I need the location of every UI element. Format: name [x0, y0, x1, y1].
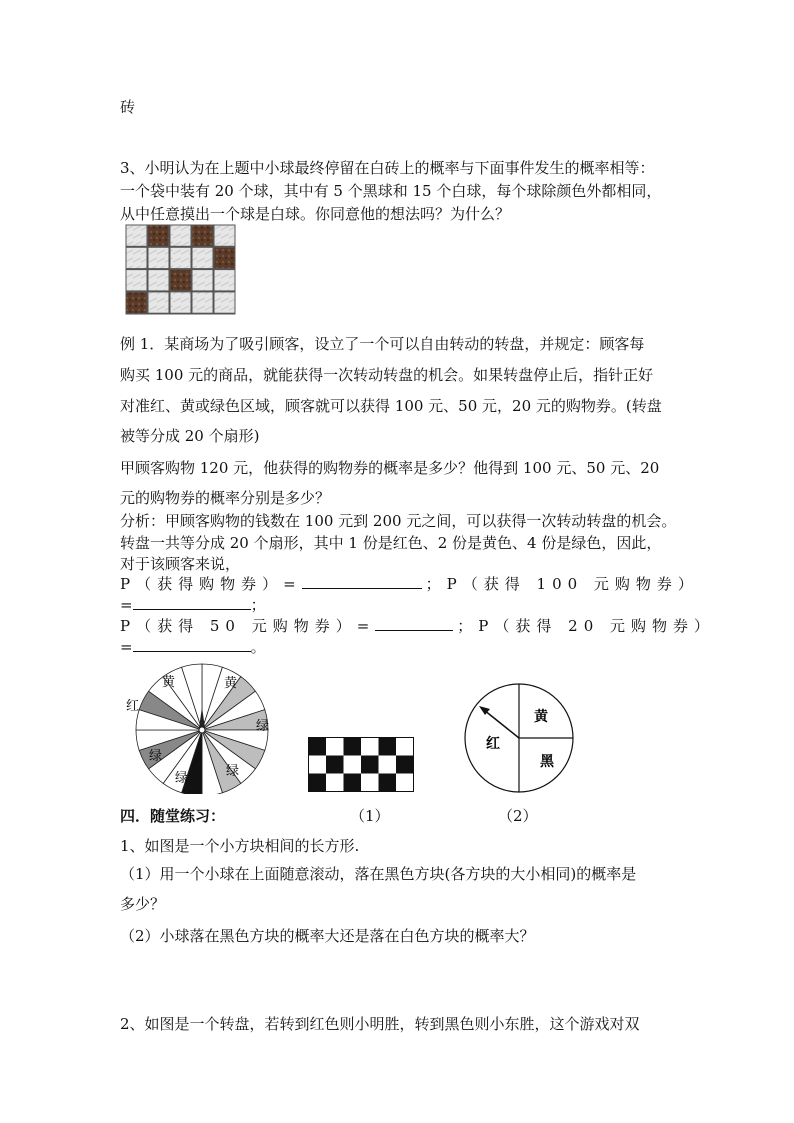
white-brick: [193, 292, 213, 312]
s4-q2: 2、如图是一个转盘，若转到红色则小明胜，转到黑色则小东胜，这个游戏对双: [120, 1015, 640, 1033]
white-brick: [171, 292, 191, 312]
brick-grid-figure: [125, 224, 237, 316]
white-square: [344, 756, 362, 774]
white-square: [379, 756, 397, 774]
ex1-line6: 元的购物券的概率分别是多少？: [120, 489, 331, 507]
ex1-line5: 甲顾客购物 120 元，他获得的购物券的概率是多少？他得到 100 元、50 元、20: [120, 459, 660, 477]
white-square: [396, 774, 414, 792]
q3-line1: 3、小明认为在上题中小球最终停留在白砖上的概率与下面事件发生的概率相等：: [120, 159, 655, 177]
prob-100-semi: ；: [250, 596, 266, 614]
white-square: [326, 774, 344, 792]
prob-50-label: P（获得 50 元购物券）=: [120, 617, 376, 635]
white-brick: [171, 226, 191, 246]
black-square: [344, 738, 362, 756]
spinner-figure: [464, 682, 578, 796]
s4-q1b: （2）小球落在黑色方块的概率大还是落在白色方块的概率大？: [120, 927, 535, 945]
black-square: [309, 774, 327, 792]
ex1-line3: 对准红、黄或绿色区域，顾客就可以获得 100 元、50 元，20 元的购物券。(转盘: [120, 397, 662, 415]
white-brick: [149, 248, 169, 268]
white-brick: [149, 292, 169, 312]
white-brick: [215, 226, 235, 246]
s4-q1a-cont: 多少？: [120, 895, 166, 913]
prob-line4: [120, 637, 266, 657]
prob-total-label: P（获得购物券）=: [120, 575, 302, 593]
prob-20-eq: =: [120, 638, 133, 656]
white-square: [326, 738, 344, 756]
section4-heading: 四．随堂练习：: [120, 807, 226, 825]
prob-line1: [120, 574, 699, 594]
s4-q1a: （1）用一个小球在上面随意滚动，落在黑色方块(各方块的大小相同)的概率是: [120, 865, 637, 883]
white-brick: [127, 226, 147, 246]
wheel-label-green-4: 绿: [226, 764, 240, 779]
spinner-label-red: 红: [486, 736, 500, 752]
ex1-line4: 被等分成 20 个扇形): [120, 427, 260, 445]
top-fragment: 砖: [120, 98, 136, 116]
black-square: [379, 774, 397, 792]
checkered-rectangle-figure: [308, 737, 416, 793]
analysis-line2: 转盘一共等分成 20 个扇形，其中 1 份是红色、2 份是黄色、4 份是绿色，因此，: [120, 534, 662, 552]
black-square: [361, 756, 379, 774]
white-square: [396, 738, 414, 756]
black-square: [379, 738, 397, 756]
analysis-line1: 分析：甲顾客购物的钱数在 100 元到 200 元之间，可以获得一次转动转盘的机会。: [120, 512, 677, 530]
prize-wheel-figure: [118, 660, 273, 794]
white-brick: [127, 270, 147, 290]
white-brick: [193, 270, 213, 290]
prob-50-blank[interactable]: [375, 616, 453, 631]
prob-20-label: ；P（获得 20 元购物券）: [457, 617, 716, 635]
prob-100-blank[interactable]: [133, 595, 251, 610]
caption-fig1: （1）: [350, 807, 390, 825]
white-brick: [193, 248, 213, 268]
dark-brick: [171, 270, 191, 290]
black-square: [396, 756, 414, 774]
dark-brick: [127, 292, 147, 312]
prob-total-blank[interactable]: [302, 574, 422, 589]
caption-fig2: （2）: [498, 807, 538, 825]
prob-100-eq: =: [120, 596, 133, 614]
spinner-label-black: 黑: [540, 754, 554, 770]
wheel-label-yellow-2: 黄: [224, 676, 238, 691]
ex1-line2: 购买 100 元的商品，就能获得一次转动转盘的机会。如果转盘停止后，指针正好: [120, 366, 654, 384]
wheel-label-red: 红: [126, 699, 140, 714]
white-brick: [171, 248, 191, 268]
white-square: [309, 756, 327, 774]
ex1-line1: 例 1．某商场为了吸引顾客，设立了一个可以自由转动的转盘，并规定：顾客每: [120, 335, 645, 353]
dark-brick: [149, 226, 169, 246]
prob-line3: [120, 616, 715, 636]
spinner-label-yellow: 黄: [534, 709, 548, 725]
white-brick: [215, 270, 235, 290]
black-square: [344, 774, 362, 792]
wheel-label-green-2: 绿: [149, 749, 163, 764]
wheel-label-yellow-1: 黄: [162, 675, 176, 690]
wheel-label-green-3: 绿: [175, 771, 189, 786]
prob-line2: [120, 595, 266, 615]
analysis-line3: 对于该顾客来说，: [120, 555, 241, 573]
white-square: [361, 774, 379, 792]
dark-brick: [193, 226, 213, 246]
dark-brick: [215, 248, 235, 268]
s4-q1: 1、如图是一个小方块相间的长方形.: [120, 837, 360, 855]
white-brick: [215, 292, 235, 312]
black-square: [309, 738, 327, 756]
white-brick: [127, 248, 147, 268]
black-square: [326, 756, 344, 774]
prob-20-period: 。: [250, 638, 266, 656]
q3-line2: 一个袋中装有 20 个球，其中有 5 个黑球和 15 个白球，每个球除颜色外都相同，: [120, 182, 662, 200]
q3-line3: 从中任意摸出一个球是白球。你同意他的想法吗？为什么？: [120, 205, 511, 223]
wheel-label-green-1: 绿: [256, 719, 270, 734]
white-square: [361, 738, 379, 756]
prob-100-label: ；P（获得 100 元购物券）: [425, 575, 699, 593]
prob-20-blank[interactable]: [133, 637, 251, 652]
white-brick: [149, 270, 169, 290]
